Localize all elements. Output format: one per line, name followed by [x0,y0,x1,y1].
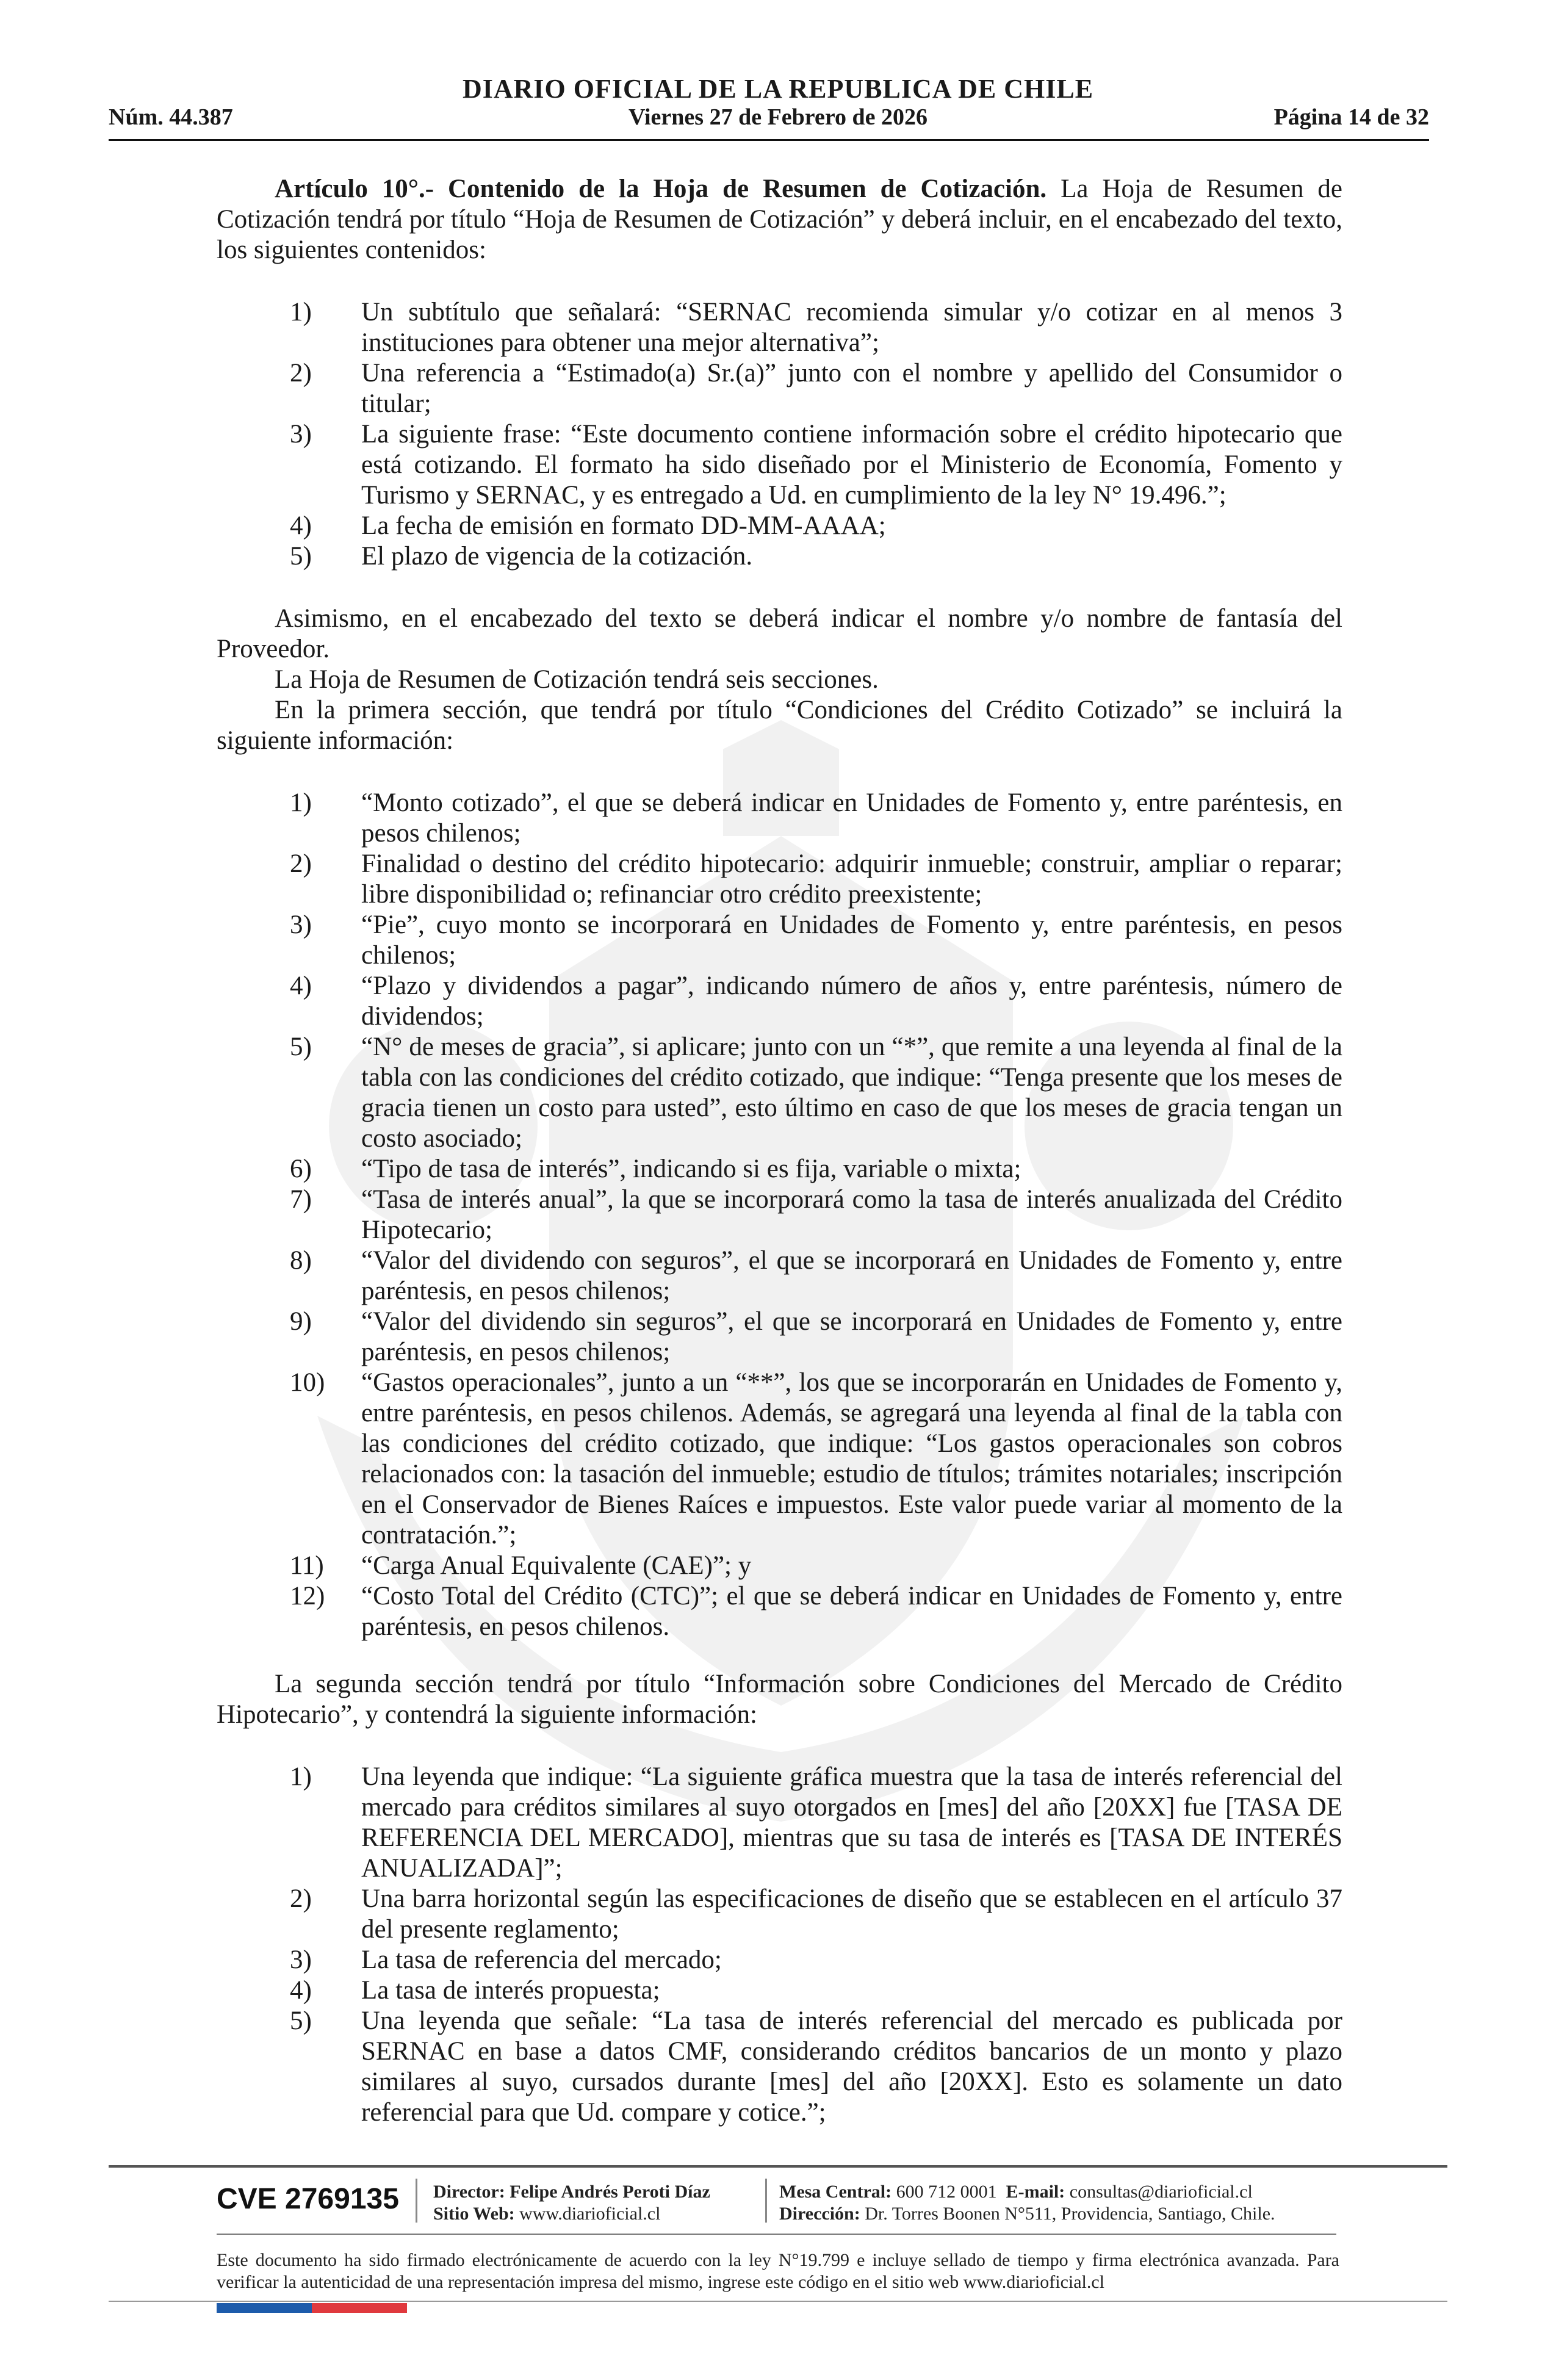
list-item [217,1945,1342,1975]
list-item [217,541,1342,572]
footer-separator [416,2179,417,2223]
website-line [433,2203,660,2225]
list-item-text: “Plazo y dividendos a pagar”, indicando número de años y, entre paréntesis, número de dividendos; [361,972,1342,1031]
list-item [217,1246,1342,1307]
list-item-text: Un subtítulo que señalará: “SERNAC recomienda simular y/o cotizar en al menos 3 instituciones para obtener una mejor alternativa”; [361,298,1342,357]
header-contents-list [217,297,1342,572]
list-item-text: El plazo de vigencia de la cotización. [361,542,753,571]
list-item-number: 3) [290,1945,312,1974]
list-item-number: 7) [290,1185,312,1214]
list-item-number: 12) [290,1582,325,1610]
list-item [217,1551,1342,1581]
list-item-number: 4) [290,511,312,540]
list-item-number: 1) [290,1762,312,1791]
list-item [217,1185,1342,1246]
footer-separator [765,2179,767,2223]
issue-number: Núm. 44.387 [109,104,233,130]
list-item [217,971,1342,1032]
footer-bottom-rule [109,2301,1447,2302]
list-item [217,1032,1342,1154]
mesa-label: Mesa Central: [779,2182,892,2202]
list-item [217,1762,1342,1884]
electronic-signature-note: Este documento ha sido firmado electrónicamente de acuerdo con la ley N°19.799 e incluye sellado de tiempo y firma electrónica avanzada. Para verificar la autenticidad de una representación impresa del mismo, ingrese este código en el sitio web www.diarioficial.cl [217,2250,1339,2292]
list-item-number: 8) [290,1246,312,1275]
cve-code: CVE 2769135 [217,2183,399,2215]
list-item [217,358,1342,419]
list-item-text: La fecha de emisión en formato DD-MM-AAAA; [361,511,886,540]
footer-divider [109,2165,1447,2168]
list-item [217,1154,1342,1185]
director-name: Felipe Andrés Peroti Díaz [510,2182,710,2202]
list-item-number: 6) [290,1155,312,1183]
article-intro-text: La Hoja de Resumen de Cotización tendrá por título “Hoja de Resumen de Cotización” y deberá incluir, en el encabezado del texto, los siguientes contenidos: [217,175,1343,264]
list-item-text: “Monto cotizado”, el que se deberá indicar en Unidades de Fomento y, entre paréntesis, en pesos chilenos; [361,788,1342,848]
list-item-text: “Costo Total del Crédito (CTC)”; el que se deberá indicar en Unidades de Fomento y, entre paréntesis, en pesos chilenos. [361,1582,1342,1641]
list-item-text: “Carga Anual Equivalente (CAE)”; y [361,1551,752,1580]
list-item-text: Una referencia a “Estimado(a) Sr.(a)” junto con el nombre y apellido del Consumidor o titular; [361,359,1342,418]
list-item-number: 2) [290,849,312,878]
list-item-text: Una leyenda que indique: “La siguiente gráfica muestra que la tasa de interés referencial del mercado para créditos similares al suyo otorgados en [mes] del año [20XX] fue [TASA DE REFERENCIA DEL MERCADO], mientras que su tasa de interés es [TASA DE INTERÉS ANUALIZADA]”; [361,1762,1342,1883]
list-item [217,910,1342,971]
list-item [217,849,1342,910]
article-heading: Artículo 10°.- Contenido de la Hoja de Resumen de Cotización. [275,175,1047,203]
list-item-number: 11) [290,1551,324,1580]
director-line [433,2181,710,2203]
list-item-number: 2) [290,359,312,388]
paragraph-primera-seccion: En la primera sección, que tendrá por título “Condiciones del Crédito Cotizado” se incluirá la siguiente información: [217,696,1342,755]
list-item-number: 2) [290,1884,312,1913]
list-item [217,1884,1342,1945]
list-item [217,511,1342,541]
list-item [217,1307,1342,1368]
flag-color-bar [217,2303,407,2313]
address-value: Dr. Torres Boonen N°511, Providencia, Santiago, Chile. [865,2204,1275,2224]
footer-divider-thin [217,2234,1336,2235]
flag-blue-stripe [217,2303,312,2313]
list-item-text: “N° de meses de gracia”, si aplicare; junto con un “*”, que remite a una leyenda al final de la tabla con las condiciones del crédito cotizado, que indique: “Tenga presente que los meses de gracia tienen un costo para usted”, esto último en caso de que los meses de gracia tengan un costo asociado; [361,1033,1342,1153]
website-label: Sitio Web: [433,2204,515,2224]
paragraph-asimismo: Asimismo, en el encabezado del texto se deberá indicar el nombre y/o nombre de fantasía del Proveedor. [217,604,1342,663]
list-item [217,297,1342,358]
publication-title: DIARIO OFICIAL DE LA REPUBLICA DE CHILE [462,74,1094,104]
flag-red-stripe [312,2303,407,2313]
article-intro [217,174,1342,265]
list-item-number: 5) [290,542,312,571]
second-section-list [217,1762,1342,2128]
list-item-text: Una leyenda que señale: “La tasa de interés referencial del mercado es publicada por SERNAC en base a datos CMF, considerando créditos bancarios de un monto y plazo similares al suyo, cursados durante [mes] del año [20XX]. Esto es solamente un dato referencial para que Ud. compare y cotice.”; [361,2007,1342,2127]
list-item-number: 5) [290,1033,312,1061]
list-item-number: 5) [290,2007,312,2035]
paragraph-segunda-seccion: La segunda sección tendrá por título “Información sobre Condiciones del Mercado de Crédito Hipotecario”, y contendrá la siguiente información: [217,1670,1342,1729]
list-item-number: 9) [290,1307,312,1336]
list-item [217,1581,1342,1642]
email-label: E-mail: [1006,2182,1065,2202]
list-item [217,1975,1342,2006]
article-body [217,174,1342,2128]
list-item-number: 4) [290,1976,312,2005]
list-item-text: “Valor del dividendo con seguros”, el que se incorporará en Unidades de Fomento y, entre paréntesis, en pesos chilenos; [361,1246,1342,1305]
contact-line [779,2181,1253,2203]
list-item-text: “Pie”, cuyo monto se incorporará en Unidades de Fomento y, entre paréntesis, en pesos chilenos; [361,911,1342,970]
list-item-text: La tasa de referencia del mercado; [361,1945,722,1974]
mesa-phone: 600 712 0001 [896,2182,997,2202]
address-label: Dirección: [779,2204,860,2224]
list-item [217,1368,1342,1551]
list-item-text: Finalidad o destino del crédito hipotecario: adquirir inmueble; construir, ampliar o reparar; libre disponibilidad o; refinanciar otro crédito preexistente; [361,849,1342,909]
first-section-list [217,788,1342,1642]
list-item-number: 3) [290,420,312,449]
list-item [217,2006,1342,2128]
list-item-text: La siguiente frase: “Este documento contiene información sobre el crédito hipotecario que está cotizando. El formato ha sido diseñado por el Ministerio de Economía, Fomento y Turismo y SERNAC, y es entregado a Ud. en cumplimiento de la ley N° 19.496.”; [361,420,1342,510]
website-link[interactable]: www.diarioficial.cl [519,2204,661,2224]
list-item-number: 10) [290,1368,325,1397]
list-item-text: “Gastos operacionales”, junto a un “**”, los que se incorporarán en Unidades de Fomento y, entre paréntesis, en pesos chilenos. Además, se agregará una leyenda al final de la tabla con las condiciones del crédito cotizado, que indique: “Los gastos operacionales son cobros relacionados con: la tasación del inmueble; estudio de títulos; trámites notariales; inscripción en el Conservador de Bienes Raíces e impuestos. Este valor puede variar al momento de la contratación.”; [361,1368,1342,1549]
paragraph-secciones: La Hoja de Resumen de Cotización tendrá seis secciones. [275,665,879,694]
list-item-text: “Valor del dividendo sin seguros”, el que se incorporará en Unidades de Fomento y, entre paréntesis, en pesos chilenos; [361,1307,1342,1366]
list-item-text: “Tasa de interés anual”, la que se incorporará como la tasa de interés anualizada del Crédito Hipotecario; [361,1185,1342,1244]
list-item-text: Una barra horizontal según las especificaciones de diseño que se establecen en el artículo 37 del presente reglamento; [361,1884,1342,1944]
director-label: Director: [433,2182,505,2202]
list-item-text: “Tipo de tasa de interés”, indicando si es fija, variable o mixta; [361,1155,1021,1183]
issue-date: Viernes 27 de Febrero de 2026 [628,104,928,130]
list-item-text: La tasa de interés propuesta; [361,1976,660,2005]
list-item-number: 4) [290,972,312,1000]
email-address[interactable]: consultas@diarioficial.cl [1069,2182,1253,2202]
page-indicator: Página 14 de 32 [1273,104,1429,130]
header-divider [109,139,1429,141]
list-item [217,419,1342,511]
list-item [217,788,1342,849]
list-item-number: 1) [290,298,312,326]
address-line [779,2203,1275,2225]
list-item-number: 1) [290,788,312,817]
list-item-number: 3) [290,911,312,939]
